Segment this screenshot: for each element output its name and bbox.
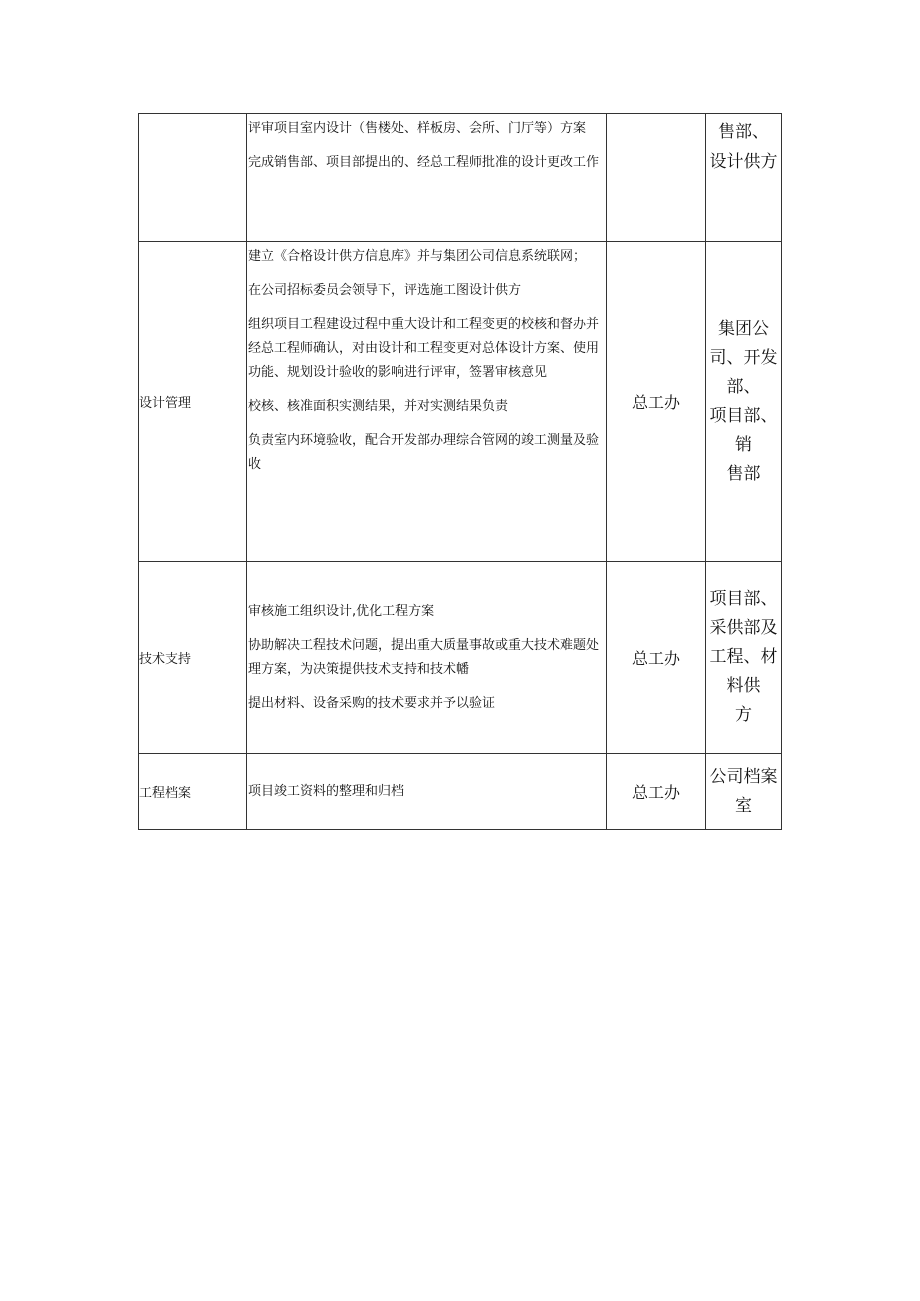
category-cell: 设计管理 <box>139 242 247 562</box>
cooperation-line: 售部 <box>726 463 761 484</box>
table-row <box>139 114 782 242</box>
cooperation-cell <box>706 114 782 242</box>
table-row <box>139 242 782 562</box>
task-item: 组织项目工程建设过程中重大设计和工程变更的校核和督办并经总工程师确认，对由设计和工程变更对总体设计方案、使用功能、规划设计验收的影响进行评审，签署审核意见 <box>248 317 600 380</box>
owner-cell <box>607 114 706 242</box>
owner-cell: 总工办 <box>607 562 706 754</box>
cooperation-line: 工程、材 <box>709 647 778 667</box>
cooperation-line: 集团公 <box>718 318 769 339</box>
tasks-cell <box>247 562 607 754</box>
task-item: 协助解决工程技术问题，提出重大质量事故或重大技术难题处理方案，为决策提供技术支持和技术幡 <box>248 637 600 677</box>
task-item: 校核、核准面积实测结果，并对实测结果负责 <box>248 399 509 414</box>
owner-cell: 总工办 <box>607 242 706 562</box>
task-item: 完成销售部、项目部提出的、经总工程师批准的设计更改工作 <box>248 155 600 170</box>
cooperation-line: 部、 <box>726 376 761 397</box>
cooperation-line: 设计供方 <box>709 152 778 172</box>
cooperation-line: 项目部、 <box>709 589 778 609</box>
category-cell <box>139 114 247 242</box>
task-item: 负责室内环境验收，配合开发部办理综合管网的竣工测量及验收 <box>248 433 600 472</box>
task-item: 提出材料、设备采购的技术要求并予以验证 <box>248 695 496 711</box>
cooperation-line: 售部、 <box>718 122 769 142</box>
cooperation-line: 销 <box>735 434 752 455</box>
tasks-cell <box>247 114 607 242</box>
task-item: 评审项目室内设计（售楼处、样板房、会所、门厅等）方案 <box>248 121 587 136</box>
table-row <box>139 754 782 830</box>
task-item: 审核施工组织设计,优化工程方案 <box>248 603 435 619</box>
cooperation-line: 室 <box>735 795 752 816</box>
cooperation-line: 采供部及 <box>709 618 778 638</box>
cooperation-line: 项目部、 <box>709 405 778 426</box>
cooperation-line: 司、开发 <box>709 347 778 368</box>
tasks-cell <box>247 242 607 562</box>
owner-cell: 总工办 <box>607 754 706 830</box>
cooperation-line: 公司档案 <box>709 766 778 787</box>
task-item: 在公司招标委员会领导下，评选施工图设计供方 <box>248 283 522 298</box>
cooperation-cell <box>706 242 782 562</box>
responsibility-table <box>138 113 782 830</box>
table-row <box>139 562 782 754</box>
cooperation-cell <box>706 754 782 830</box>
task-item: 项目竣工资料的整理和归档 <box>248 783 405 799</box>
cooperation-cell <box>706 562 782 754</box>
task-item: 建立《合格设计供方信息库》并与集团公司信息系统联网； <box>248 249 587 264</box>
category-cell: 技术支持 <box>139 562 247 754</box>
tasks-cell <box>247 754 607 830</box>
category-cell: 工程档案 <box>139 754 247 830</box>
cooperation-line: 方 <box>735 705 752 725</box>
cooperation-line: 料供 <box>726 676 761 696</box>
